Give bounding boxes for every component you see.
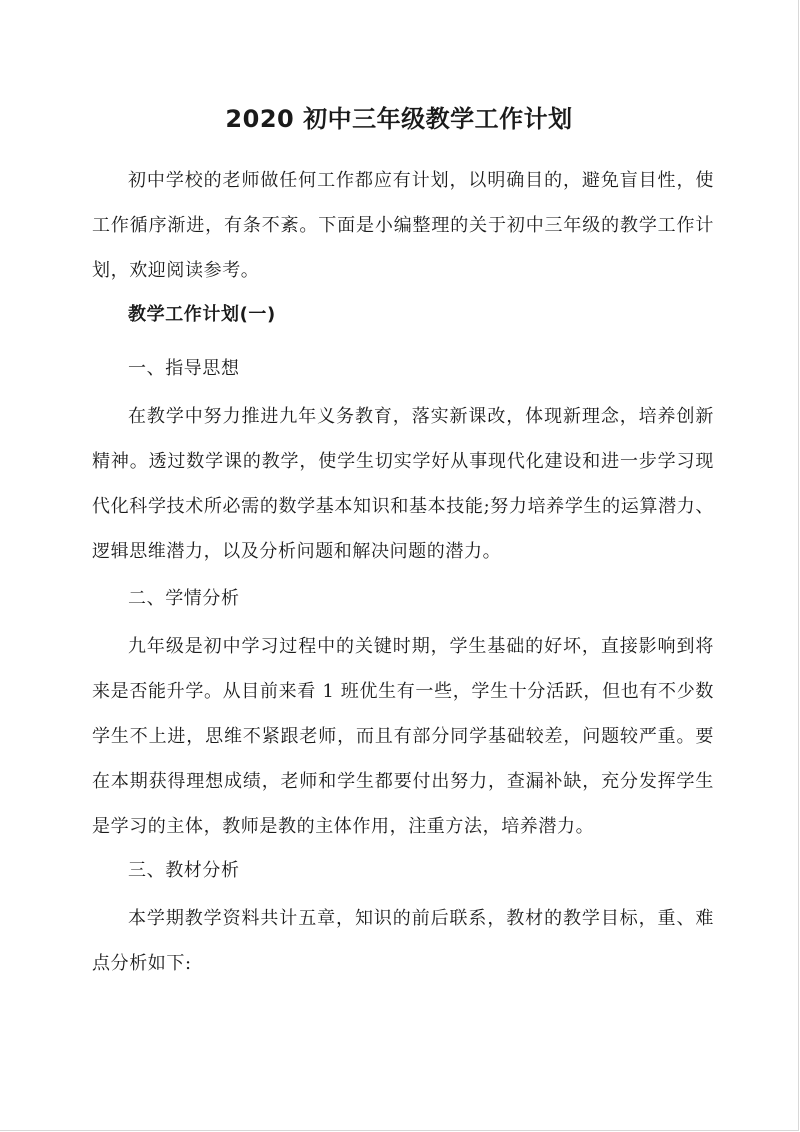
section-heading-textbook-analysis: 三、教材分析: [128, 860, 240, 881]
section-heading-student-analysis: 二、学情分析: [128, 588, 240, 609]
section-body-student-analysis: 九年级是初中学习过程中的关键时期，学生基础的好坏，直接影响到将来是否能升学。从目前来看 1 班优生有一些，学生十分活跃，但也有不少数学生不上进，思维不紧跟老师，而且有部分同学基础较差，问题较严重。要在本期获得理想成绩，老师和学生都要付出努力，查漏补缺，充分发挥学生是学习的主体，教师是教的主体作用，注重方法，培养潜力。: [92, 636, 714, 837]
section-body-guiding-ideology: 在教学中努力推进九年义务教育，落实新课改，体现新理念，培养创新精神。透过数学课的教学，使学生切实学好从事现代化建设和进一步学习现代化科学技术所必需的数学基本知识和基本技能;努力培养学生的运算潜力、逻辑思维潜力，以及分析问题和解决问题的潜力。: [92, 406, 714, 562]
document-title: 2020 初中三年级教学工作计划: [225, 105, 573, 133]
plan-title: 教学工作计划(一): [128, 304, 276, 325]
section-body-textbook-analysis: 本学期教学资料共计五章，知识的前后联系，教材的教学目标，重、难点分析如下:: [92, 908, 714, 974]
intro-paragraph: 初中学校的老师做任何工作都应有计划，以明确目的，避免盲目性，使工作循序渐进，有条不紊。下面是小编整理的关于初中三年级的教学工作计划，欢迎阅读参考。: [92, 170, 714, 281]
section-heading-guiding-ideology: 一、指导思想: [128, 358, 240, 379]
